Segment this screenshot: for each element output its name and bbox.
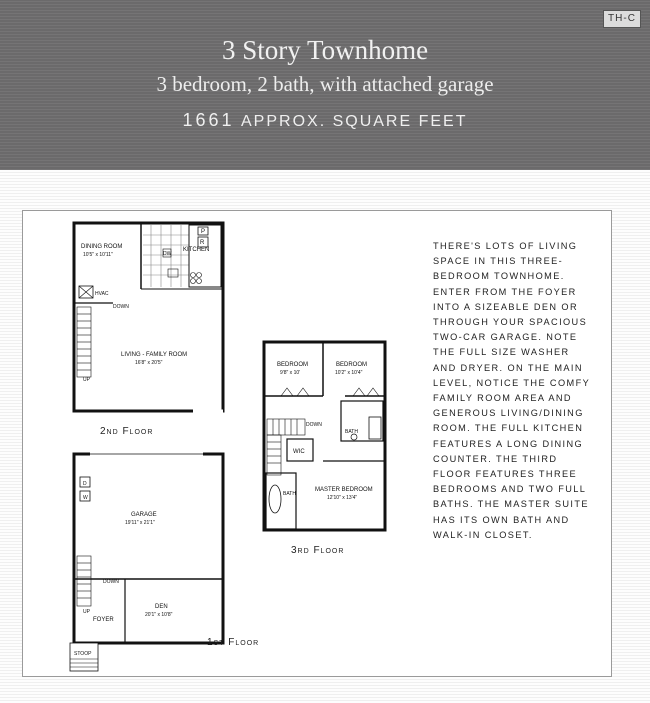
hall-bath-label: BATH	[345, 429, 358, 435]
bedroom-2-dimensions: 10'2" x 10'4"	[335, 370, 363, 376]
page-title: 3 Story Townhome	[221, 35, 429, 65]
page-subtitle: 3 bedroom, 2 bath, with attached garage	[156, 72, 494, 96]
stairs-down-label-3rd: DOWN	[306, 422, 322, 428]
refrigerator-label: R	[200, 240, 205, 246]
dishwasher-label: DW	[163, 251, 172, 257]
hall-bath	[341, 401, 383, 441]
first-floor-label: 1st Floor	[207, 637, 260, 648]
closet-doors	[281, 388, 379, 396]
square-footage	[0, 110, 650, 131]
garage-dimensions: 19'11" x 21'1"	[125, 520, 155, 526]
bedroom-2-label: BEDROOM	[336, 362, 368, 368]
floorplan-description: THERE'S LOTS OF LIVING SPACE IN THIS THREE-BEDROOM TOWNHOME. ENTER FROM THE FOYER INTO A SIZEABLE DEN OR THROUGH YOUR SPACIOUS TWO-CAR GARAGE. NOTE THE FULL SIZE WASHER AND DRYER. ON THE MAIN LEVEL, NOTICE THE COMFY FAMILY ROOM AREA AND GENEROUS LIVING/DINING ROOM. THE FULL KITCHEN FEATURES A LONG DINING COUNTER. THE THIRD FLOOR FEATURES THREE BEDROOMS AND TWO FULL BATHS. THE MASTER SUITE HAS ITS OWN BATH AND WALK-IN CLOSET.	[433, 241, 590, 540]
den-label: DEN	[155, 604, 168, 610]
sqft-text: APPROX. SQUARE FEET	[241, 113, 468, 130]
floorplan-panel	[22, 210, 612, 677]
bedroom-1-label: BEDROOM	[277, 362, 309, 368]
master-bathtub	[269, 485, 281, 513]
living-room-dimensions: 16'8" x 20'5"	[135, 360, 163, 366]
stairs-down-label-2nd: DOWN	[113, 304, 129, 310]
master-bath-label: BATH	[283, 491, 296, 497]
dryer-label: D	[83, 481, 87, 487]
stairs-3rd-floor	[267, 419, 305, 475]
third-floor-label: 3rd Floor	[291, 545, 345, 556]
hvac-label: HVAC	[95, 291, 109, 297]
pantry-label: P	[201, 229, 206, 235]
wic-label: WIC	[293, 449, 305, 455]
stairs-up-label-1st: UP	[83, 609, 90, 615]
third-floor-plan	[264, 342, 385, 530]
dining-room-dimensions: 10'5" x 10'11"	[83, 252, 113, 258]
stairs-up-label-2nd: UP	[83, 377, 90, 383]
stoop-label: STOOP	[74, 651, 92, 657]
plan-code-badge: TH-C	[603, 10, 641, 28]
header-banner	[0, 0, 650, 170]
stairs-2nd-floor	[77, 307, 91, 377]
first-floor-plan	[70, 454, 223, 671]
second-floor-label: 2nd Floor	[100, 426, 154, 437]
master-bedroom-dimensions: 12'10" x 13'4"	[327, 495, 358, 501]
stairs-down-label-1st: DOWN	[103, 579, 119, 585]
master-bedroom-label: MASTER BEDROOM	[315, 487, 373, 493]
foyer-label: FOYER	[93, 617, 114, 623]
stoop	[70, 643, 98, 671]
kitchen-label: KITCHEN	[183, 247, 210, 253]
dining-room-label: DINING ROOM	[81, 244, 123, 250]
sqft-number: 1661	[182, 110, 235, 130]
washer-label: W	[83, 495, 88, 501]
den-dimensions: 20'1" x 10'8"	[145, 612, 173, 618]
stairs-1st-floor	[77, 556, 91, 606]
second-floor-plan	[74, 223, 223, 411]
living-room-label: LIVING - FAMILY ROOM	[121, 352, 188, 358]
garage-label: GARAGE	[131, 512, 157, 518]
hall-bathtub	[369, 417, 381, 439]
bedroom-1-dimensions: 9'8" x 10'	[280, 370, 301, 376]
kitchen-sink	[168, 269, 178, 277]
